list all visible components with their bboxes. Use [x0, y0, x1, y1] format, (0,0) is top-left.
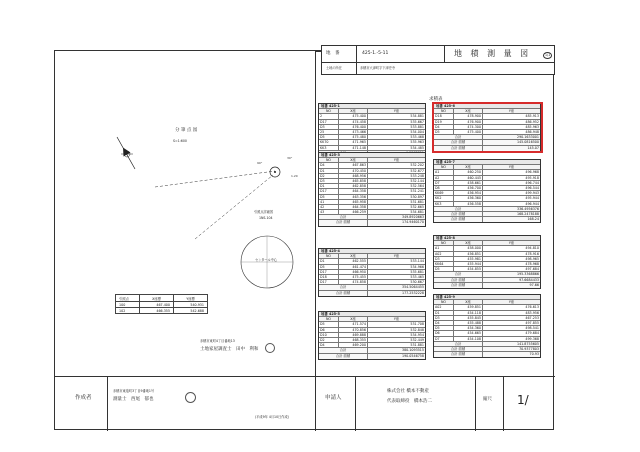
area-table-cell: 454.665 [454, 331, 483, 335]
area-table-cell: D17 [319, 270, 339, 274]
area-table-header-cell: X座 [454, 165, 483, 169]
area-table-sum-label: 合計 面積 [319, 354, 368, 359]
area-table-sum-label: 合計 面積 [319, 291, 368, 296]
area-table-sum-value: 97.6684433 [519, 277, 539, 282]
area-table-sum-label: 合計 面積 [434, 146, 483, 151]
area-table-sum-label: 合計 [319, 348, 368, 352]
area-table-cell: 476.900 [454, 120, 483, 124]
footer-divider-4 [475, 376, 476, 431]
area-table-sum-label: 合計 面積 [434, 347, 483, 351]
area-table-cell: 535.963 [410, 140, 424, 145]
author-seal-icon [185, 392, 196, 403]
area-table-sum-label: 合計 面積 [434, 283, 483, 288]
area-table-cell: 471.148 [339, 146, 368, 150]
author-name: 測量士 西尾 郁也 [113, 397, 154, 402]
area-table-cell: KK64 [434, 262, 454, 266]
area-table-title: 地番 425-8 [436, 236, 455, 240]
area-table-cell: 479.684 [525, 331, 539, 336]
area-table-cell: 478.900 [454, 114, 483, 118]
area-table-cell: 497.855 [525, 320, 539, 325]
area-table-header-cell: X座 [339, 317, 368, 321]
surveyor-address: 赤穂市東町4丁目番地13 [200, 339, 235, 343]
area-table-cell: 462.858 [339, 184, 368, 188]
area-table-cell: D5 [319, 265, 339, 269]
area-table-cell: D5 [319, 195, 339, 199]
area-table-cell: D4 [434, 125, 454, 129]
area-table-header-cell: Y座 [508, 109, 515, 114]
header-divider-2 [444, 46, 445, 63]
area-table-cell: 471.574 [339, 322, 368, 326]
area-table-cell: 458.000 [454, 246, 483, 250]
area-table-cell: 533.465 [410, 274, 424, 279]
area-table-header-cell: NO [319, 254, 339, 258]
location-label: 土地の所在 [326, 66, 342, 70]
area-table-sum-value: 97.66 [529, 282, 539, 287]
area-table-cell: KK3 [434, 202, 454, 206]
area-table-sum-value: 141.8755605 [516, 341, 539, 346]
area-table-cell: 532.677 [410, 168, 424, 173]
area-table-cell: 498.965 [525, 256, 539, 261]
area-table-cell: 534.485 [410, 145, 424, 150]
area-table-cell: D19 [434, 120, 454, 124]
area-table-cell: 534.881 [410, 114, 424, 119]
survey-line-1 [155, 171, 275, 187]
area-table-sum-value: 380.1093515 [401, 348, 424, 353]
area-table-cell: D4 [434, 321, 454, 325]
area-table-header-cell: Y座 [508, 165, 515, 170]
location-divider [356, 63, 357, 74]
ref-table-cell: 466.355 [140, 308, 174, 314]
area-table-cell: 459.851 [454, 305, 483, 309]
area-table-cell: 532.848 [410, 327, 424, 332]
area-table-cell: 474.858 [339, 280, 368, 284]
area-table-cell: 534.966 [410, 264, 424, 269]
area-table-cell: 455.981 [454, 257, 483, 261]
footer-divider-1 [107, 376, 108, 431]
ref-table-header-1: X座標 [140, 295, 174, 302]
applicant-representative: 代表取締役 橋本浩二 [387, 399, 432, 404]
area-table-cell: 466.950 [339, 270, 368, 274]
surveyor-seal-icon [265, 343, 275, 353]
area-table-cell: 531.881 [410, 343, 424, 348]
area-table-sum-label: 合計 [434, 272, 483, 276]
reference-coords-table [115, 294, 208, 314]
area-table-header-cell: NO [434, 241, 454, 245]
area-table-sum-row [434, 217, 540, 222]
area-table-sum-value: 145.07 [527, 145, 539, 150]
area-table-cell: 456.558 [454, 202, 483, 206]
area-table-cell: D2 [319, 174, 339, 178]
area-table-cell: A1 [434, 170, 454, 174]
area-table-header-cell: X座 [339, 254, 368, 258]
area-table-header-cell: X座 [454, 241, 483, 245]
area-table-header-cell: Y座 [508, 241, 515, 246]
area-table-cell: 531.241 [410, 189, 424, 194]
area-table-cell: 532.144 [410, 178, 424, 183]
area-table-cell: 461.474 [339, 265, 368, 269]
scale-label: 縮尺 [483, 397, 492, 402]
area-table-cell: 454.855 [454, 267, 483, 271]
area-table-header-cell: Y座 [393, 158, 400, 163]
area-table-cell: 460.445 [454, 176, 483, 180]
area-table-title: 地番 425-6 [436, 104, 455, 108]
area-table-cell: D5 [319, 135, 339, 139]
area-table-cell: D6 [319, 328, 339, 332]
area-table-header-cell: X座 [339, 158, 368, 162]
area-table-sum-value: 190.0546758 [401, 353, 424, 358]
area-table-sum-label: 合計 面積 [434, 212, 483, 216]
area-table-cell: 495.918 [525, 175, 539, 180]
area-table-cell: 43 [319, 210, 339, 214]
area-table-cell: KK3 [319, 146, 339, 150]
area-table-header-cell: NO [319, 317, 339, 321]
area-table-cell: KK2 [434, 196, 454, 200]
area-table-header-cell: NO [434, 165, 454, 169]
area-table-cell: 478.968 [525, 261, 539, 266]
area-table-cell: 496.544 [525, 185, 539, 190]
area-table-cell: 533.144 [410, 259, 424, 264]
location-value: 赤穂市大津町字下津史寺 [360, 66, 396, 70]
area-table-cell: 499.368 [525, 336, 539, 341]
area-table-sum-value: 70.9377803 [519, 346, 539, 351]
area-table-cell: 533.468 [410, 135, 424, 140]
area-table-header-cell: NO [319, 158, 339, 162]
area-table [318, 152, 426, 227]
area-table-cell: 535.667 [410, 119, 424, 124]
area-table-cell: 476.400 [339, 125, 368, 129]
svg-text:1.20: 1.20 [291, 174, 298, 178]
area-table-sum-row [434, 352, 540, 357]
area-table-cell: D1 [319, 259, 339, 263]
area-table-cell: 471.965 [339, 140, 368, 144]
area-table-cell: 531.708 [410, 322, 424, 327]
area-table-cell: 42 [319, 205, 339, 209]
area-table-cell: 468.956 [339, 174, 368, 178]
ref-table-header-0: 引照点 [116, 295, 140, 302]
area-table-cell: 475.400 [339, 114, 368, 118]
area-table-cell: 532.564 [410, 184, 424, 189]
area-table-cell: 532.202 [410, 163, 424, 168]
area-table-cell: 464.358 [339, 189, 368, 193]
area-table-cell: 496.744 [525, 180, 539, 185]
area-table-title: 地番 425-1 [321, 104, 340, 108]
area-table-cell: D3 [319, 179, 339, 183]
parcel-label: 地 番 [326, 51, 340, 56]
area-table-cell: 465.858 [339, 179, 368, 183]
area-table-cell: D17 [319, 189, 339, 193]
area-table-cell: D4 [319, 343, 339, 347]
area-table-sum-label: 合計 面積 [434, 278, 483, 282]
area-table-cell: 496.944 [525, 201, 539, 206]
plan-drawing [55, 51, 315, 376]
detail-scale: 1NS.104 [259, 216, 273, 220]
area-table-sum-label: 合計 [434, 342, 483, 346]
area-table-cell: 499.943 [525, 191, 539, 196]
ref-table-cell: 542.688 [174, 308, 208, 314]
area-table-sum-label: 合計 [434, 207, 483, 211]
area-table-title: 地番 425-5 [321, 312, 340, 316]
ref-table-cell: 467.400 [140, 302, 174, 308]
area-table-cell: D17 [319, 280, 339, 284]
area-table-cell: 455.944 [454, 262, 483, 266]
area-table-cell: D1 [319, 184, 339, 188]
area-table-sum-value: 168.24 [527, 217, 539, 222]
area-table-cell: 456.700 [454, 186, 483, 190]
area-table-cell: 485.913 [525, 114, 539, 119]
area-table-cell: 532.449 [410, 337, 424, 342]
area-table-cell: D5 [434, 326, 454, 330]
area-table-cell: 469.888 [339, 333, 368, 337]
area-table-sum-row [319, 291, 425, 296]
area-table-cell: 498.541 [525, 326, 539, 331]
area-table-header-cell: Y座 [393, 317, 400, 322]
plan-title: 分 筆 点 図 [175, 128, 198, 133]
area-table-cell: 483.956 [525, 310, 539, 315]
area-table-cell: D1 [434, 311, 454, 315]
area-table-cell: D1 [319, 169, 339, 173]
area-table-cell: 530.897 [410, 194, 424, 199]
area-table-cell: D18 [434, 114, 454, 118]
area-table-cell: D3 [319, 125, 339, 129]
area-table-title: 地番 425-4 [321, 249, 340, 253]
area-table-cell: D7 [434, 181, 454, 185]
area-table-cell: D3 [434, 316, 454, 320]
area-table-sum-row [319, 354, 425, 359]
area-table-cell: 469.200 [339, 343, 368, 347]
area-table-cell: 475.480 [339, 135, 368, 139]
area-table-cell: 496.968 [525, 170, 539, 175]
area-table [433, 294, 541, 358]
area-table-cell: 532.665 [410, 204, 424, 209]
area-table-cell: D10 [319, 333, 339, 337]
area-table-cell: 534.954 [410, 332, 424, 337]
ref-table-cell: 540.931 [174, 302, 208, 308]
area-table-cell: 466.259 [339, 210, 368, 214]
area-table-cell: D6 [434, 331, 454, 335]
footer-divider-3 [355, 376, 356, 431]
area-table-sum-label: 合計 面積 [319, 220, 368, 225]
area-table-cell: 25 [319, 130, 339, 134]
area-table-cell: A2 [434, 176, 454, 180]
area-table-sum-value: 290.1633001 [516, 135, 539, 140]
area-table-sum-value: 174.9460170 [401, 220, 424, 225]
footer-divider-5 [503, 376, 504, 431]
area-table-cell: 2 [319, 114, 339, 118]
area-table-cell: 465.958 [339, 200, 368, 204]
area-table-cell: A1 [434, 246, 454, 250]
area-table-sum-value: 349.8920663 [401, 215, 424, 220]
area-table-cell: 460.250 [454, 170, 483, 174]
applicant-label: 申請人 [325, 395, 342, 401]
area-table-cell: 470.856 [339, 328, 368, 332]
area-table-title: 地番 425-3 [321, 153, 340, 157]
area-table-cell: KK69 [434, 191, 454, 195]
area-table-cell: D5 [434, 267, 454, 271]
area-table-cell: 455.488 [454, 321, 483, 325]
area-table-cell: D4 [319, 163, 339, 167]
area-table [318, 311, 426, 360]
area-table-sum-row [319, 220, 425, 225]
header-divider-1 [356, 46, 357, 63]
survey-line-2 [195, 175, 273, 239]
area-table-cell: 456.954 [454, 191, 483, 195]
author-label: 作成者 [75, 395, 92, 401]
area-table-cell: 495.944 [525, 196, 539, 201]
area-table-sum-value: 354.5064455 [401, 285, 424, 290]
area-table-sum-value: 70.93 [529, 352, 539, 357]
area-table-header-cell: X座 [339, 109, 368, 113]
area-table-cell: 473.466 [339, 130, 368, 134]
area-table-sum-label: 合計 [434, 135, 483, 139]
area-table-cell: D5 [434, 130, 454, 134]
tables-heading: 求積表 [429, 97, 443, 102]
surveyor-name: 土地家屋調査士 田中 利和 [200, 347, 259, 352]
area-table-sum-value: 195.3368866 [516, 272, 539, 277]
area-table-cell: 458.661 [454, 181, 483, 185]
ref-table-header-2: Y座標 [174, 295, 208, 302]
area-table-cell: 531.681 [410, 199, 424, 204]
north-arrow-icon [117, 137, 135, 169]
area-table-sum-value: 177.2532228 [401, 290, 424, 295]
area-table-cell: KK70 [319, 140, 339, 144]
area-table-cell: 534.004 [410, 129, 424, 134]
plan-scale: S=1:600 [173, 139, 187, 143]
area-table-cell: 456.851 [454, 252, 483, 256]
area-table-cell: D17 [319, 120, 339, 124]
area-table-header-cell: NO [319, 109, 339, 113]
area-table-cell: 474.300 [454, 125, 483, 129]
area-table-sum-label: 合計 面積 [434, 140, 483, 144]
area-table-cell: 456.360 [454, 196, 483, 200]
area-table-cell: D18 [319, 275, 339, 279]
detail-title: 引照点詳細図 [254, 210, 274, 214]
author-address: 赤穂市東塩町3丁目9番地1号 [113, 389, 155, 393]
area-table-cell: D2 [319, 338, 339, 342]
location-box [321, 63, 555, 75]
area-table-sum-label: 合計 面積 [434, 217, 483, 222]
area-table-header-cell: NO [434, 109, 454, 113]
area-table [433, 235, 541, 289]
area-table-title: 地番 425-7 [436, 160, 455, 164]
area-table-sum-label: 合計 [319, 215, 368, 219]
footer [55, 376, 555, 431]
area-table-sum-value: 145.0816500 [516, 140, 539, 145]
area-table-cell: 533.248 [410, 173, 424, 178]
detail-center-label: センタール中心 [255, 258, 278, 262]
ref-table-cell: 100 [116, 302, 140, 308]
svg-text:30°: 30° [287, 156, 293, 160]
creation-date: (平成9年 4月10日作成) [255, 415, 289, 419]
area-table-header-cell: X座 [454, 300, 483, 304]
area-table-cell: 470.450 [339, 169, 368, 173]
area-table-header-cell: Y座 [393, 254, 400, 259]
area-table-header-cell: Y座 [508, 300, 515, 305]
plan-table-divider [315, 51, 316, 376]
highlighted-table-425-6 [432, 102, 543, 153]
parcel-value: 425-1.-5-11 [362, 51, 389, 56]
area-table-cell: A02 [434, 252, 454, 256]
area-table [318, 248, 426, 297]
area-table-cell: D5 [319, 322, 339, 326]
sheet-number-stamp: 1/1 [543, 52, 552, 59]
area-table-cell: 455.845 [454, 316, 483, 320]
area-table [433, 159, 541, 223]
area-table-cell: 534.681 [410, 210, 424, 215]
area-table-sum-label: 合計 [319, 285, 368, 289]
header-box [321, 45, 555, 63]
area-table-cell: 454.360 [454, 326, 483, 330]
area-table-cell: 467.863 [339, 163, 368, 167]
area-table-sum-value: 336.4956376 [516, 206, 539, 211]
area-table-cell: 494.810 [525, 246, 539, 251]
scale-value: 1/ [517, 393, 529, 407]
area-table-cell: 474.458 [339, 120, 368, 124]
area-table-cell: 530.667 [410, 280, 424, 285]
area-table-header-cell: NO [434, 300, 454, 304]
area-table-cell: 533.881 [410, 124, 424, 129]
area-table-sum-value: 168.2478188 [516, 211, 539, 216]
area-table-title: 地番 425-9 [436, 295, 455, 299]
area-table-cell: 476.613 [525, 305, 539, 310]
svg-text:90°: 90° [257, 161, 263, 165]
area-table-cell: 535.681 [410, 269, 424, 274]
area-table-cell: D8 [434, 186, 454, 190]
area-table-sum-row [434, 283, 540, 288]
area-table-header-cell: X座 [454, 109, 483, 113]
area-table-cell: 467.253 [525, 315, 539, 320]
area-table-cell: 463.356 [339, 195, 368, 199]
area-table-sum-label: 合計 面積 [434, 352, 483, 357]
footer-divider-2 [315, 376, 316, 431]
area-table-cell: A02 [434, 305, 454, 309]
area-table-cell: 497.684 [525, 267, 539, 272]
area-table-cell: 486.948 [525, 129, 539, 134]
area-table-cell: 468.355 [339, 338, 368, 342]
ref-table-cell: 102 [116, 308, 140, 314]
area-table-cell: 478.916 [525, 251, 539, 256]
area-table-cell: 454.118 [454, 311, 483, 315]
area-table-cell: 454.108 [454, 337, 483, 341]
applicant-company: 株式会社 橋本不動産 [387, 389, 429, 394]
area-table-cell: 475.455 [339, 275, 368, 279]
area-table-header-cell: Y座 [393, 109, 400, 114]
area-table-cell: 486.952 [525, 119, 539, 124]
area-table-cell: 475.400 [454, 130, 483, 134]
area-table-cell: D7 [434, 337, 454, 341]
sheet-title: 地 積 測 量 図 [454, 49, 532, 58]
area-table-cell: 41 [319, 200, 339, 204]
area-table-cell: 464.358 [339, 205, 368, 209]
area-table-cell: D3 [434, 257, 454, 261]
area-table-cell: 485.963 [525, 124, 539, 129]
area-table-cell: 462.555 [339, 259, 368, 263]
